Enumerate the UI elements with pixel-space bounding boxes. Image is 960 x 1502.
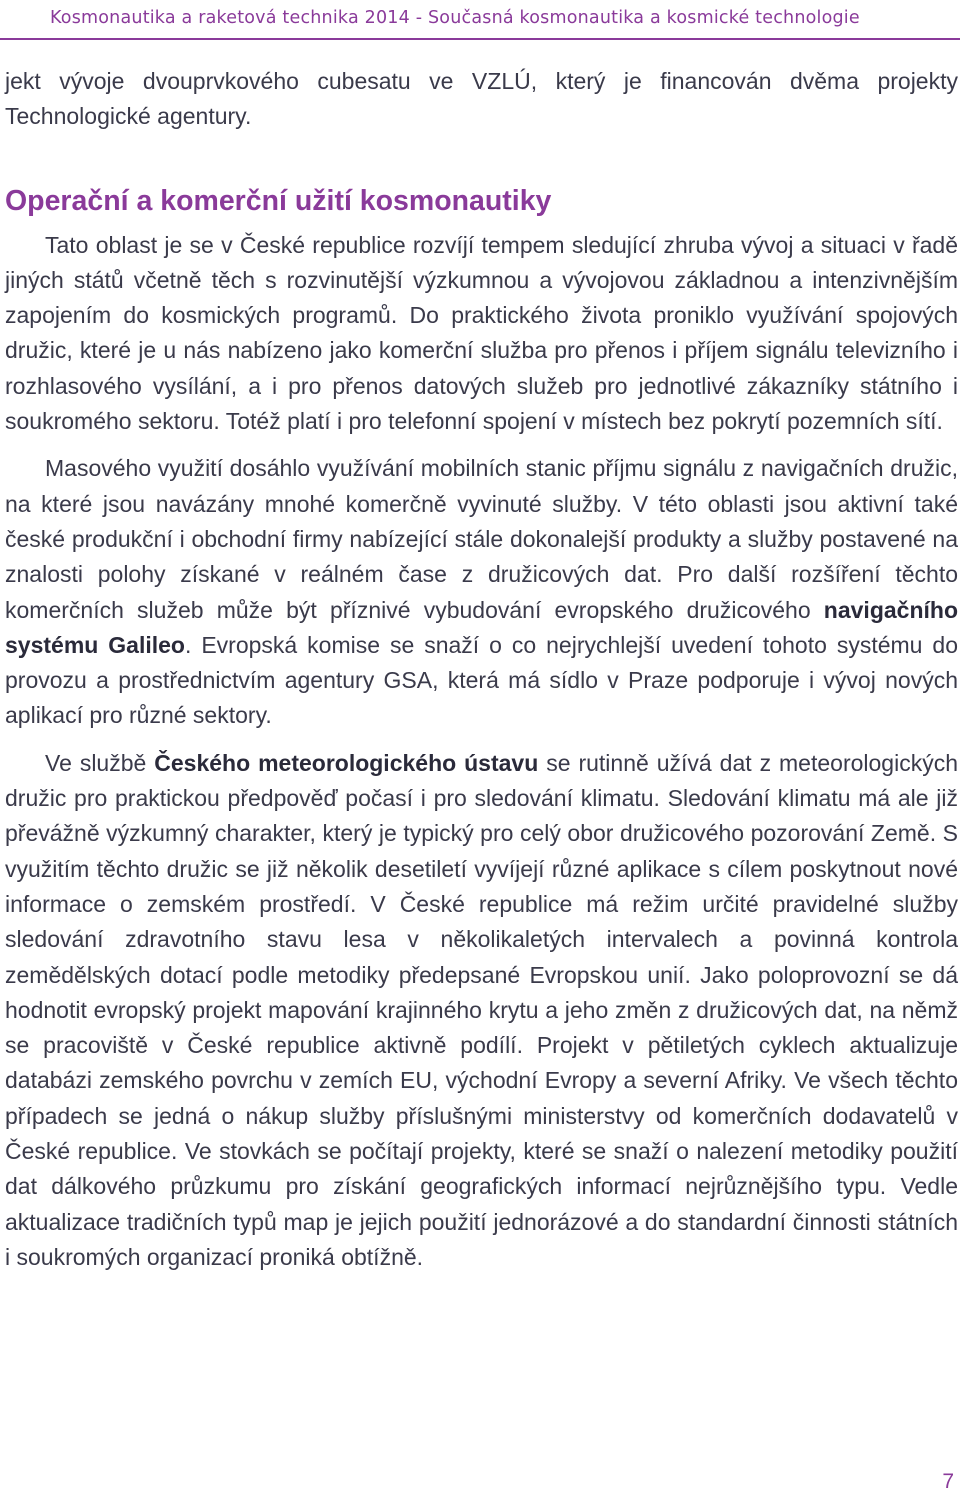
paragraph-3-text-a: Ve službě — [45, 749, 155, 776]
paragraph-3 — [5, 746, 958, 1275]
paragraph-2-text-a: Masového využití dosáhlo využívání mobilních stanic příjmu signálu z navigačních družic, na které jsou navázány mnohé komerčně vyvinuté služby. V této oblasti jsou aktivní také české produkční i obchodní firmy nabízející stále dokonalejší produkty a služby postavené na znalosti polohy získané v reálném čase z družicových dat. Pro další rozšíření těchto komerčních služeb může být příznivé vybudování evropského družicového — [5, 455, 958, 623]
section-title: Operační a komerční užití kosmonautiky — [5, 184, 552, 217]
galileo-highlight: navigačního systému Galileo — [5, 596, 958, 658]
paragraph-1: Tato oblast je se v České republice rozvíjí tempem sledující zhruba vývoj a situaci v řadě jiných států včetně těch s rozvinutější výzkumnou a vývojovou základnou a intenzivnějším zapojením do kosmických programů. Do praktického života proniklo využívání spojových družic, které je u nás nabízeno jako komerční služba pro přenos i příjem signálu televizního i rozhlasového vysílání, a i pro přenos datových služeb pro jednotlivé zákazníky státního i soukromého sektoru. Totéž platí i pro telefonní spojení v místech bez pokrytí pozemních sítí. — [5, 231, 958, 435]
running-header: Kosmonautika a raketová technika 2014 - Současná kosmonautika a kosmické technologie — [50, 8, 860, 28]
paragraph-3-text-b: se rutinně užívá dat z meteorologických družic pro praktickou předpověď počasí i pro sledování klimatu. Sledování klimatu má ale již převážně výzkumný charakter, který je typický pro celý obor družicového pozorování Země. S využitím těchto družic se již několik desetiletí vyvíjejí různé aplikace s cílem poskytnout nové informace o zemském prostředí. V České republice má režim určité pravidelné služby sledování zdravotního stavu lesa v několikaletých intervalech a povinná kontrola zemědělských dotací podle metodiky předepsané Evropskou unií. Jako poloprovozní se dá hodnotit evropský projekt mapování krajinného krytu a jeho změn z družicových dat, na němž se pracoviště v České republice aktivně podílí. Projekt v pětiletých cyklech aktualizuje databázi zemského povrchu v zemích EU, východní Evropy a severní Afriky. Ve všech těchto případech se jedná o nákup služby příslušnými ministerstvy od komerčních dodavatelů v České republice. Ve stovkách se počítají projekty, které se snaží o nalezení metodiky použití dat dálkového průzkumu pro získání geografických informací nejrůznějšího typu. Vedle aktualizace tradičních typů map je jejich použití jednorázové a do standardní činnosti státních i soukromých organizací proniká obtížně. — [5, 749, 958, 1270]
paragraph-2 — [5, 451, 958, 733]
page-body — [5, 64, 958, 1275]
chmi-highlight: Českého meteorologického ústavu — [154, 749, 539, 776]
header-divider — [0, 38, 960, 40]
paragraph-2-text-b: . Evropská komise se snaží o co nejrychlejší uvedení tohoto systému do provozu a prostřednictvím agentury GSA, která má sídlo v Praze podporuje i vývoj nových aplikací pro různé sektory. — [5, 631, 958, 729]
page-number: 7 — [942, 1470, 954, 1493]
intro-paragraph: jekt vývoje dvouprvkového cubesatu ve VZLÚ, který je financován dvěma projekty Technologické agentury. — [5, 68, 958, 130]
